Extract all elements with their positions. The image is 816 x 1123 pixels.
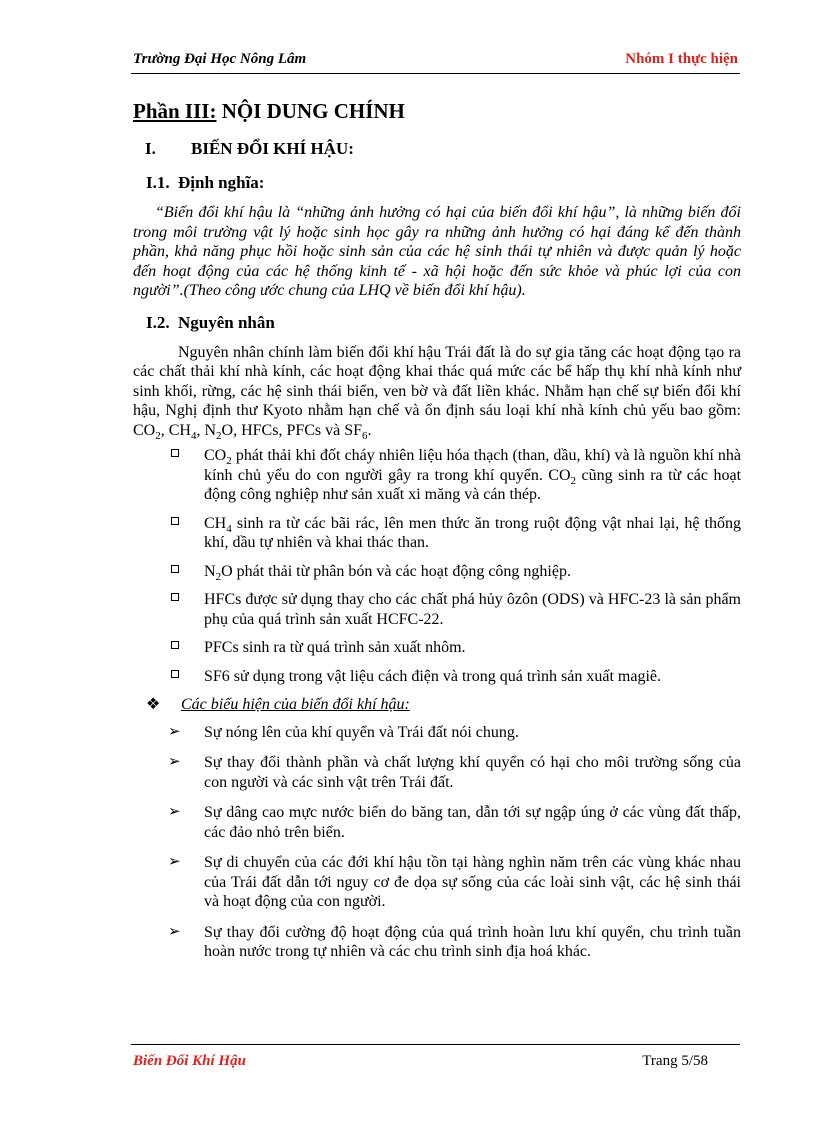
subsection-title: Định nghĩa: xyxy=(178,173,265,192)
page-number: Trang 5/58 xyxy=(642,1053,708,1069)
subsection-definition xyxy=(146,171,741,195)
list-item: HFCs được sử dụng thay cho các chất phá hủy ôzôn (ODS) và HFC-23 là sản phẩm phụ của quá trình sản xuất HCFC-22. xyxy=(133,590,741,629)
square-bullet-icon xyxy=(171,641,179,649)
list-item: $CH_4$ sinh ra từ các bãi rác, lên men thức ăn trong ruột động vật nhai lại, hệ thống khí, dầu tự nhiên và khai thác than. xyxy=(133,514,741,553)
subsection-title: Nguyên nhân xyxy=(178,312,275,332)
arrow-bullet-icon: ➢ xyxy=(168,723,181,740)
part-label: Phần III: xyxy=(133,99,217,123)
section-title: BIẾN ĐỔI KHÍ HẬU: xyxy=(191,139,354,158)
list-item: ➢ Sự thay đổi cường độ hoạt động của quá trình hoàn lưu khí quyển, chu trình tuần hoàn nước trong tự nhiên và các chu trình sinh địa hoá khác. xyxy=(168,923,741,960)
square-bullet-icon xyxy=(171,517,179,525)
square-bullet-icon xyxy=(171,449,179,457)
list-item: ➢ Sự thay đổi thành phần và chất lượng khí quyển có hại cho môi trường sống của con người và các sinh vật trên Trái đất. xyxy=(168,754,741,791)
subsection-causes xyxy=(146,311,741,335)
list-item: ➢ Sự dâng cao mực nước biển do băng tan, dẫn tới sự ngập úng ở các vùng đất thấp, các đảo nhỏ trên biển. xyxy=(168,804,741,841)
part-heading: NỘI DUNG CHÍNH xyxy=(216,99,405,123)
page-footer xyxy=(131,1044,740,1077)
document-body xyxy=(133,98,741,973)
causes-paragraph: Nguyên nhân chính làm biến đổi khí hậu Trái đất là do sự gia tăng các hoạt động tạo ra các chất thải khí nhà kính, các hoạt động khai thác quá mức các bể hấp thụ khí nhà kính như sinh khối, rừng, các hệ sinh thái biển, ven bờ và đất liền khác. Nhằm hạn chế sự biến đổi khí hậu, Nghị định thư Kyoto nhằm hạn chế và ổn định sáu loại khí nhà kính chủ yếu bao gồm: $CO_2$, $CH_4$, $N_2O$, HFCs, PFCs và $SF_6$. xyxy=(133,343,741,442)
arrow-bullet-icon: ➢ xyxy=(168,854,181,870)
list-item: SF6 sử dụng trong vật liệu cách điện và trong quá trình sản xuất magiê. xyxy=(133,667,741,687)
group-credit: Nhóm I thực hiện xyxy=(625,51,738,67)
footer-topic: Biến Đổi Khí Hậu xyxy=(133,1053,246,1069)
list-item: PFCs sinh ra từ quá trình sản xuất nhôm. xyxy=(133,638,741,658)
list-item: $N_2O$ phát thải từ phân bón và các hoạt động công nghiệp. xyxy=(133,562,741,582)
gas-list xyxy=(133,446,741,686)
arrow-bullet-icon: ➢ xyxy=(168,804,181,820)
list-item: ➢ Sự di chuyển của các đới khí hậu tồn tại hàng nghìn năm trên các vùng khác nhau của Trái đất dẫn tới nguy cơ đe dọa sự sống của các loài sinh vật, các hệ sinh thái và hoạt động của con người. xyxy=(168,854,741,910)
definition-paragraph: “Biến đổi khí hậu là “những ảnh hưởng có hại của biến đổi khí hậu”, là những biến đổi trong môi trường vật lý hoặc sinh học gây ra những ảnh hưởng có hại đáng kể đến thành phần, khả năng phục hồi hoặc sinh sản của các hệ sinh thái tự nhiên và được quản lý hoặc đến hoạt động của các hệ thống kinh tế - xã hội hoặc đến sức khỏe và phúc lợi của con người”.(Theo công ước chung của LHQ về biến đổi khí hậu). xyxy=(133,204,741,299)
list-item: $CO_2$ phát thải khi đốt cháy nhiên liệu hóa thạch (than, dầu, khí) và là nguồn khí nhà kính chủ yếu do con người gây ra trong khí quyển. $CO_2$ cũng sinh ra từ các hoạt động công nghiệp như sản xuất xi măng và cán thép. xyxy=(133,446,741,505)
arrow-bullet-icon: ➢ xyxy=(168,754,181,770)
effects-list xyxy=(133,723,741,962)
part-title xyxy=(133,98,741,124)
arrow-bullet-icon: ➢ xyxy=(168,923,181,940)
diamond-bullet-icon: ❖ xyxy=(146,696,161,713)
subsection-number: I.2. xyxy=(146,312,170,332)
square-bullet-icon xyxy=(171,593,179,601)
list-item: ➢ Sự nóng lên của khí quyển và Trái đất nói chung. xyxy=(168,723,519,741)
school-name: Trường Đại Học Nông Lâm xyxy=(133,51,307,67)
square-bullet-icon xyxy=(171,565,179,573)
manifestations-heading: ❖ Các biểu hiện của biến đổi khí hậu: xyxy=(146,696,410,713)
square-bullet-icon xyxy=(171,670,179,678)
page-header xyxy=(131,49,740,74)
section-heading xyxy=(145,137,741,161)
section-number: I. xyxy=(145,139,156,158)
subsection-number: I.1. xyxy=(146,173,170,192)
